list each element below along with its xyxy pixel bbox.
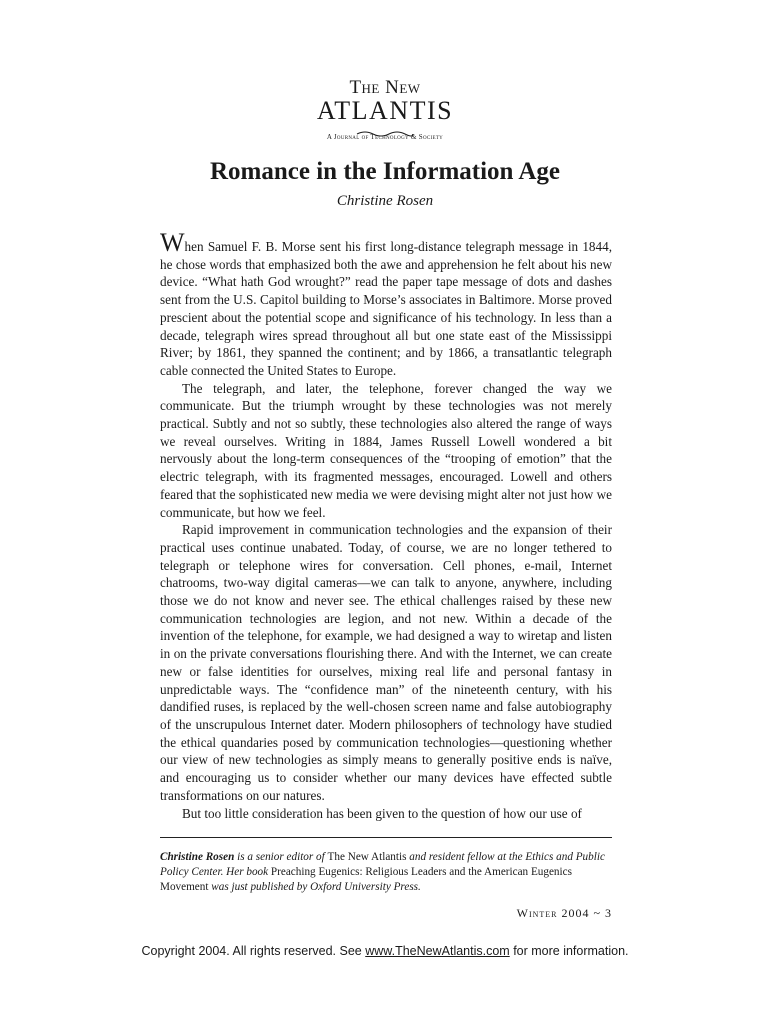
footnote-book-title: Preaching Eugenics: Religious Leaders and the American Eugenics Movement (160, 866, 572, 893)
page-folio: Winter 2004 ~ 3 (516, 906, 612, 920)
website-link[interactable]: www.TheNewAtlantis.com (365, 944, 510, 958)
footnote-author-name: Christine Rosen (160, 851, 235, 863)
footer-text: Copyright 2004. All rights reserved. See (141, 944, 366, 958)
footnote-text: and resident fellow at the Ethics and Public Policy Center. Her book (160, 851, 605, 878)
copyright-footer (0, 944, 770, 958)
footnote-journal: The New Atlantis (327, 851, 407, 863)
journal-masthead (0, 78, 770, 141)
masthead-atlantis: ATLANTIS (316, 96, 454, 125)
article-body (160, 228, 612, 822)
article-author: Christine Rosen (336, 193, 434, 209)
footnote-text: is a senior editor of (234, 851, 328, 863)
paragraph (160, 228, 612, 380)
masthead-subtitle: A Journal of Technology & Society (326, 133, 444, 141)
paragraph-text: hen Samuel F. B. Morse sent his first long-distance telegraph message in 1844, he chose words that emphasized both the awe and apprehension he felt about his new device. “What hath God wrought?” read the paper tape message of dots and dashes sent from the U.S. Capitol building to Morse’s associates in Baltimore. Morse proved prescient about the potential scope and significance of his technology. In less than a decade, telegraph wires spread throughout all but one state east of the Mississippi River; by 1861, they spanned the continent; and by 1866, a transatlantic telegraph cable connected the United States to Europe. (160, 239, 612, 378)
drop-cap: W (160, 228, 185, 257)
masthead-the-new: The New (349, 77, 421, 98)
paragraph: Rapid improvement in communication technologies and the expansion of their practical uses continue unabated. Today, of course, we are no longer tethered to telegraph or telephone wires for conversation. Cell phones, e-mail, Internet chatrooms, two-way digital cameras—we can talk to anyone, anywhere, including those we do not know and never see. The ethical challenges raised by these new communication technologies are legion, and not new. Within a decade of the invention of the telephone, for example, we had designed a way to wiretap and listen in on the private conversations flourishing there. And with the Internet, we can create new or false identities for ourselves, mixing real life and personal fantasy in unpredictable ways. The “confidence man” of the nineteenth century, with his dandified ruses, is replaced by the well-chosen screen name and false autobiography of the unscrupulous Internet dater. Modern philosophers of technology have studied the ethical quandaries posed by communication technologies—questioning whether our view of new technologies as simply means to generally positive ends is naïve, and encouraging us to consider whether our many devices have effected subtle transformations on our natures. (160, 522, 612, 803)
author-footnote (160, 850, 612, 895)
masthead-swash-icon (0, 125, 770, 133)
footnote-text: was just published by Oxford University Press. (208, 881, 421, 893)
footer-text: for more information. (509, 944, 629, 958)
footnote-divider (160, 837, 612, 838)
paragraph: But too little consideration has been given to the question of how our use of (182, 805, 582, 821)
paragraph: The telegraph, and later, the telephone, forever changed the way we communicate. But the triumph wrought by these technologies was not merely practical. Subtly and not so subtly, these technologies also altered the range of ways we reveal ourselves. Writing in 1884, James Russell Lowell wondered a bit nervously about the long-term consequences of the “trooping of emotion” that the electric telegraph, with its fragmented messages, encouraged. Lowell and others feared that the sophisticated new media we were devising might alter not just how we communicate, but how we feel. (160, 380, 612, 520)
article-title: Romance in the Information Age (210, 158, 560, 185)
